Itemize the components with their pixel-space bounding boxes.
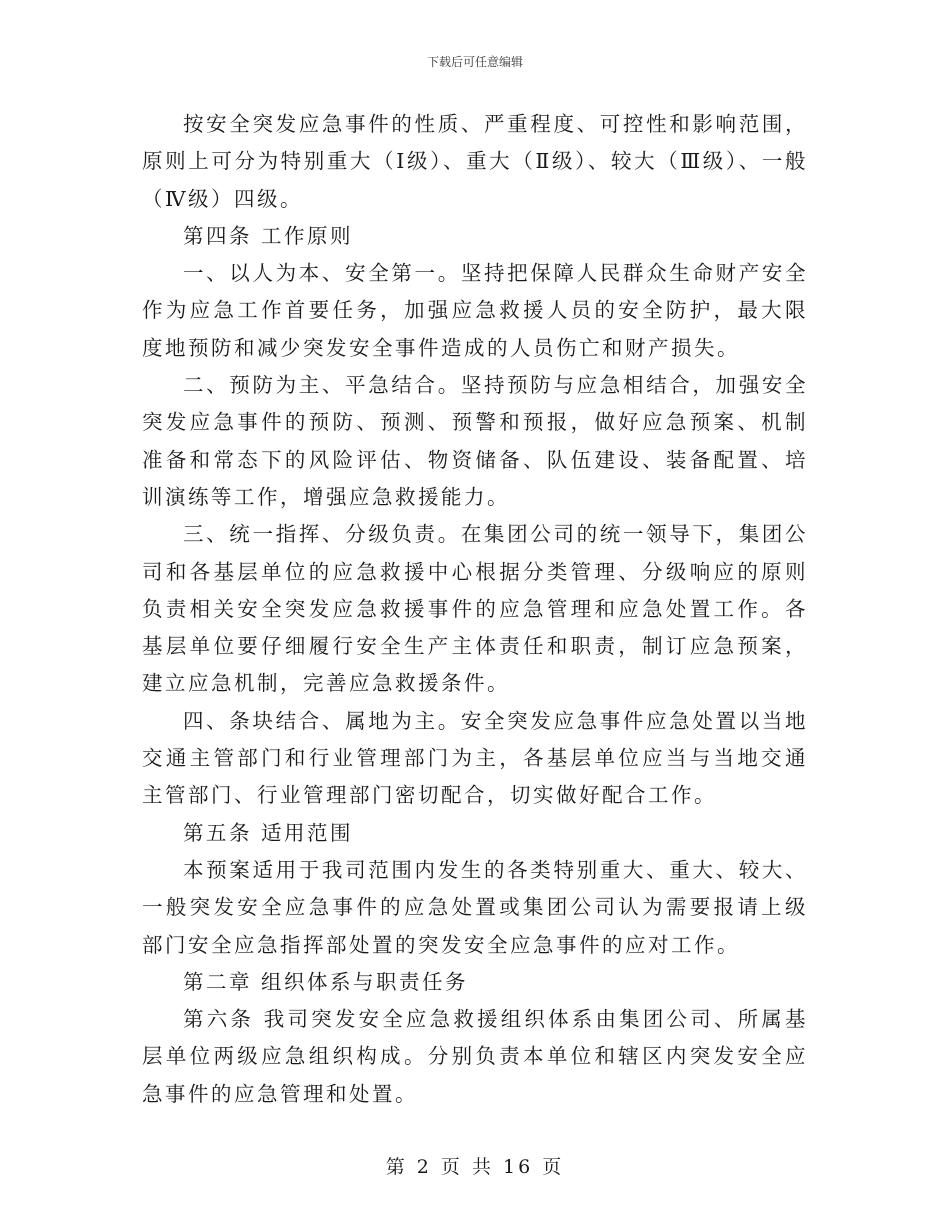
paragraph-principle-2: 二、预防为主、平急结合。坚持预防与应急相结合，加强安全突发应急事件的预防、预测、预警和预报，做好应急预案、机制准备和常态下的风险评估、物资储备、队伍建设、装备配置、培训演练等工作，增强应急救援能力。 <box>142 373 808 509</box>
chapter-heading-2: 第二章 组织体系与职责任务 <box>183 969 469 994</box>
page-header: 下载后可任意编辑 <box>426 55 523 69</box>
paragraph-scope: 本预案适用于我司范围内发生的各类特别重大、重大、较大、一般突发安全应急事件的应急处置或集团公司认为需要报请上级部门安全应急指挥部处置的突发安全应急事件的应对工作。 <box>142 857 808 957</box>
paragraph-severity-levels: 按安全突发应急事件的性质、严重程度、可控性和影响范围，原则上可分为特别重大（Ⅰ级）、重大（Ⅱ级）、较大（Ⅲ级）、一般（Ⅳ级）四级。 <box>142 112 808 211</box>
section-heading-article-4: 第四条 工作原则 <box>183 223 354 248</box>
footer-middle: 页 共 <box>440 1156 494 1178</box>
paragraph-article-6: 第六条 我司突发安全应急救援组织体系由集团公司、所属基层单位两级应急组织构成。分别负责本单位和辖区内突发安全应急事件的应急管理和处置。 <box>142 1007 808 1106</box>
page-footer <box>0 1152 950 1179</box>
paragraph-principle-4: 四、条块结合、属地为主。安全突发应急事件应急处置以当地交通主管部门和行业管理部门为主，各基层单位应当与当地交通主管部门、行业管理部门密切配合，切实做好配合工作。 <box>142 708 808 808</box>
footer-prefix: 第 <box>385 1156 408 1178</box>
document-body <box>142 106 808 1113</box>
footer-total-pages: 16 <box>503 1156 534 1178</box>
footer-suffix: 页 <box>542 1156 565 1178</box>
paragraph-principle-1: 一、以人为本、安全第一。坚持把保障人民群众生命财产安全作为应急工作首要任务，加强应急救援人员的安全防护，最大限度地预防和减少突发安全事件造成的人员伤亡和财产损失。 <box>142 261 808 360</box>
footer-page-number: 2 <box>416 1156 432 1178</box>
section-heading-article-5: 第五条 适用范围 <box>183 820 354 845</box>
paragraph-principle-3: 三、统一指挥、分级负责。在集团公司的统一领导下，集团公司和各基层单位的应急救援中心根据分类管理、分级响应的原则负责相关安全突发应急救援事件的应急管理和应急处置工作。各基层单位要仔细履行安全生产主体责任和职责，制订应急预案，建立应急机制，完善应急救援条件。 <box>142 522 808 696</box>
